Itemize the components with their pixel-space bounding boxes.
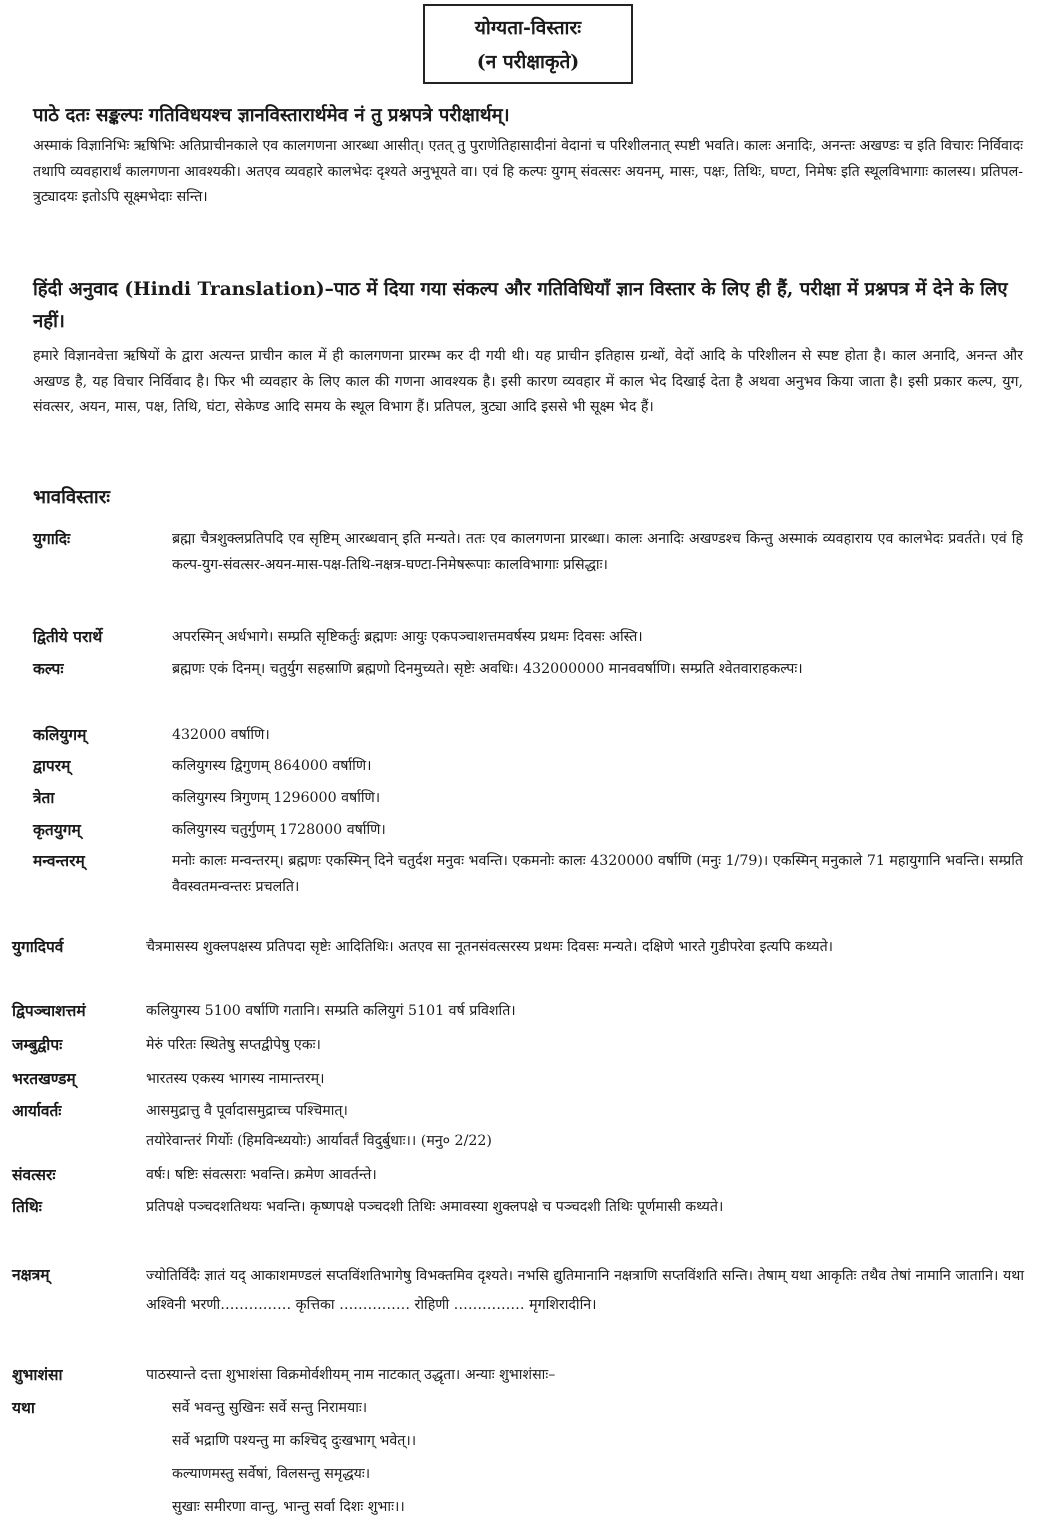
verse-line: कल्याणमस्तु सर्वेषां, विलसन्तु समृद्धयः। [172, 1466, 371, 1482]
glossary-term: संवत्सरः [12, 1165, 56, 1184]
glossary-def: भारतस्य एकस्य भागस्य नामान्तरम्। [146, 1071, 325, 1087]
bhava-term: कल्पः [33, 659, 64, 678]
bhava-def: ब्रह्मणः एकं दिनम्। चतुर्युग सहस्राणि ब्रह्मणो दिनमुच्यते। सृष्टेः अवधिः। 432000000 मानववर्षाणि। सम्प्रति श्वेतवाराहकल्पः। [172, 661, 803, 677]
glossary-term: नक्षत्रम् [12, 1265, 50, 1284]
glossary-term: द्विपञ्चाशत्तमं [12, 1001, 86, 1020]
intro-heading: पाठे दतः सङ्कल्पः गतिविधयश्च ज्ञानविस्तारार्थमेव नं तु प्रश्नपत्रे परीक्षार्थम्। [33, 105, 510, 126]
hindi-heading: हिंदी अनुवाद (Hindi Translation)–पाठ में दिया गया संकल्प और गतिविधियाँ ज्ञान विस्तार के लिए ही हैं, परीक्षा में प्रश्नपत्र में देने के लिए नहीं। [33, 279, 1008, 332]
bhava-term: द्वितीये परार्थे [33, 627, 103, 646]
glossary-def: पाठस्यान्ते दत्ता शुभाशंसा विक्रमोर्वशीयम् नाम नाटकात् उद्धृता। अन्याः शुभाशंसाः– [146, 1367, 556, 1383]
bhava-term: युगादिः [33, 529, 71, 548]
bhava-term: कलियुगम् [33, 725, 87, 744]
bhava-def: कलियुगस्य द्विगुणम् 864000 वर्षाणि। [172, 758, 372, 774]
glossary-def: सर्वे भवन्तु सुखिनः सर्वे सन्तु निरामयाः। [172, 1400, 368, 1416]
intro-paragraph: अस्माकं विज्ञानिभिः ऋषिभिः अतिप्राचीनकाले एव कालगणना आरब्धा आसीत्। एतत् तु पुराणेतिहासादीनां वेदानां च परिशीलनात् स्पष्टी भवति। कालः अनादिः, अनन्तः अखण्डः च इति विचारः निर्विवादः तथापि व्यवहारार्थं कालगणना आवश्यकी। अतएव व्यवहारे कालभेदः दृश्यते अनुभूयते वा। एवं हि कल्पः युगम् संवत्सरः अयनम्, मासः, पक्षः, तिथिः, घण्टा, निमेषः इति स्थूलविभागाः कालस्य। प्रतिपल-त्रुट्यादयः इतोऽपि सूक्ष्मभेदाः सन्ति। [33, 138, 1023, 205]
title-line-2: (न परीक्षाकृते) [476, 51, 580, 73]
glossary-term: तिथिः [12, 1197, 42, 1216]
bhava-term: मन्वन्तरम् [33, 851, 85, 870]
bhava-def: मनोः कालः मन्वन्तरम्। ब्रह्मणः एकस्मिन् दिने चतुर्दश मनुवः भवन्ति। एकमनोः कालः 4320000 वर्षाणि (मनुः 1/79)। एकस्मिन् मनुकाले 71 महायुगानि भवन्ति। सम्प्रति वैवस्वतमन्वन्तरः प्रचलति। [172, 853, 1023, 895]
glossary-term: शुभाशंसा [12, 1365, 63, 1384]
glossary-def: चैत्रमासस्य शुक्लपक्षस्य प्रतिपदा सृष्टेः आदितिथिः। अतएव सा नूतनसंवत्सरस्य प्रथमः दिवसः मन्यते। दक्षिणे भारते गुडीपरेवा इत्यपि कथ्यते। [146, 939, 834, 955]
bhava-def: 432000 वर्षाणि। [172, 727, 270, 743]
glossary-def-line2: तयोरेवान्तरं गिर्योः (हिमविन्ध्ययोः) आर्यावर्तं विदुर्बुधाः।। (मनु० 2/22) [146, 1133, 492, 1149]
glossary-term: युगादिपर्व [12, 937, 64, 956]
glossary-def: वर्षः। षष्टिः संवत्सराः भवन्ति। क्रमेण आवर्तन्ते। [146, 1167, 377, 1183]
glossary-term: आर्यावर्तः [12, 1101, 62, 1120]
title-box [423, 4, 633, 84]
bhava-term: त्रेता [33, 788, 55, 807]
glossary-def: मेरुं परितः स्थितेषु सप्तद्वीपेषु एकः। [146, 1037, 321, 1053]
hindi-paragraph: हमारे विज्ञानवेत्ता ऋषियों के द्वारा अत्यन्त प्राचीन काल में ही कालगणना प्रारम्भ कर दी गयी थी। यह प्राचीन इतिहास ग्रन्थों, वेदों आदि के परिशीलन से स्पष्ट होता है। काल अनादि, अनन्त और अखण्ड है, यह विचार निर्विवाद है। फिर भी व्यवहार के लिए काल की गणना आवश्यक है। इसी कारण व्यवहार में काल भेद दिखाई देता है अथवा अनुभव किया जाता है। इसी प्रकार कल्प, युग, संवत्सर, अयन, मास, पक्ष, तिथि, घंटा, सेकेण्ड आदि समय के स्थूल विभाग हैं। प्रतिपल, त्रुट्या आदि इससे भी सूक्ष्म भेद हैं। [33, 348, 1023, 415]
glossary-def: कलियुगस्य 5100 वर्षाणि गतानि। सम्प्रति कलियुगं 5101 वर्ष प्रविशति। [146, 1003, 516, 1019]
glossary-def: प्रतिपक्षे पञ्चदशतिथयः भवन्ति। कृष्णपक्षे पञ्चदशी तिथिः अमावस्या शुक्लपक्षे च पञ्चदशी तिथिः पूर्णमासी कथ्यते। [146, 1199, 724, 1215]
bhava-term: कृतयुगम् [33, 820, 81, 839]
title-line-1: योग्यता-विस्तारः [474, 17, 582, 39]
bhava-heading: भावविस्तारः [33, 487, 110, 508]
glossary-def: ज्योतिर्विदैः ज्ञातं यद् आकाशमण्डलं सप्तविंशतिभागेषु विभक्तमिव दृश्यते। नभसि द्युतिमानानि नक्षत्राणि सप्तविंशति सन्ति। तेषाम् यथा आकृतिः तथैव तेषां नामानि जातानि। यथा अश्विनी भरणी…………… कृत्तिका …………… रोहिणी …………… मृगशिरादीनि। [146, 1268, 1024, 1313]
bhava-def: कलियुगस्य चतुर्गुणम् 1728000 वर्षाणि। [172, 822, 386, 838]
glossary-def: आसमुद्रात्तु वै पूर्वादासमुद्राच्च पश्चिमात्। [146, 1103, 348, 1119]
bhava-term: द्वापरम् [33, 756, 71, 775]
bhava-def: ब्रह्मा चैत्रशुक्लप्रतिपदि एव सृष्टिम् आरब्धवान् इति मन्यते। ततः एव कालगणना प्रारब्धा। कालः अनादिः अखण्डश्च किन्तु अस्माकं व्यवहाराय एव कालभेदः प्रवर्तते। एवं हि कल्प-युग-संवत्सर-अयन-मास-पक्ष-तिथि-नक्षत्र-घण्टा-निमेषरूपाः कालविभागाः प्रसिद्धाः। [172, 531, 1023, 573]
verse-line: सर्वे भद्राणि पश्यन्तु मा कश्चिद् दुःखभाग् भवेत्।। [172, 1433, 417, 1449]
glossary-term: जम्बुद्वीपः [12, 1035, 63, 1054]
bhava-def: अपरस्मिन् अर्धभागे। सम्प्रति सृष्टिकर्तुः ब्रह्मणः आयुः एकपञ्चाशत्तमवर्षस्य प्रथमः दिवसः अस्ति। [172, 629, 643, 645]
glossary-term: भरतखण्डम् [12, 1069, 76, 1088]
glossary-term: यथा [12, 1398, 35, 1417]
bhava-def: कलियुगस्य त्रिगुणम् 1296000 वर्षाणि। [172, 790, 381, 806]
verse-line: सुखाः समीरणा वान्तु, भान्तु सर्वा दिशः शुभाः।। [172, 1499, 405, 1515]
